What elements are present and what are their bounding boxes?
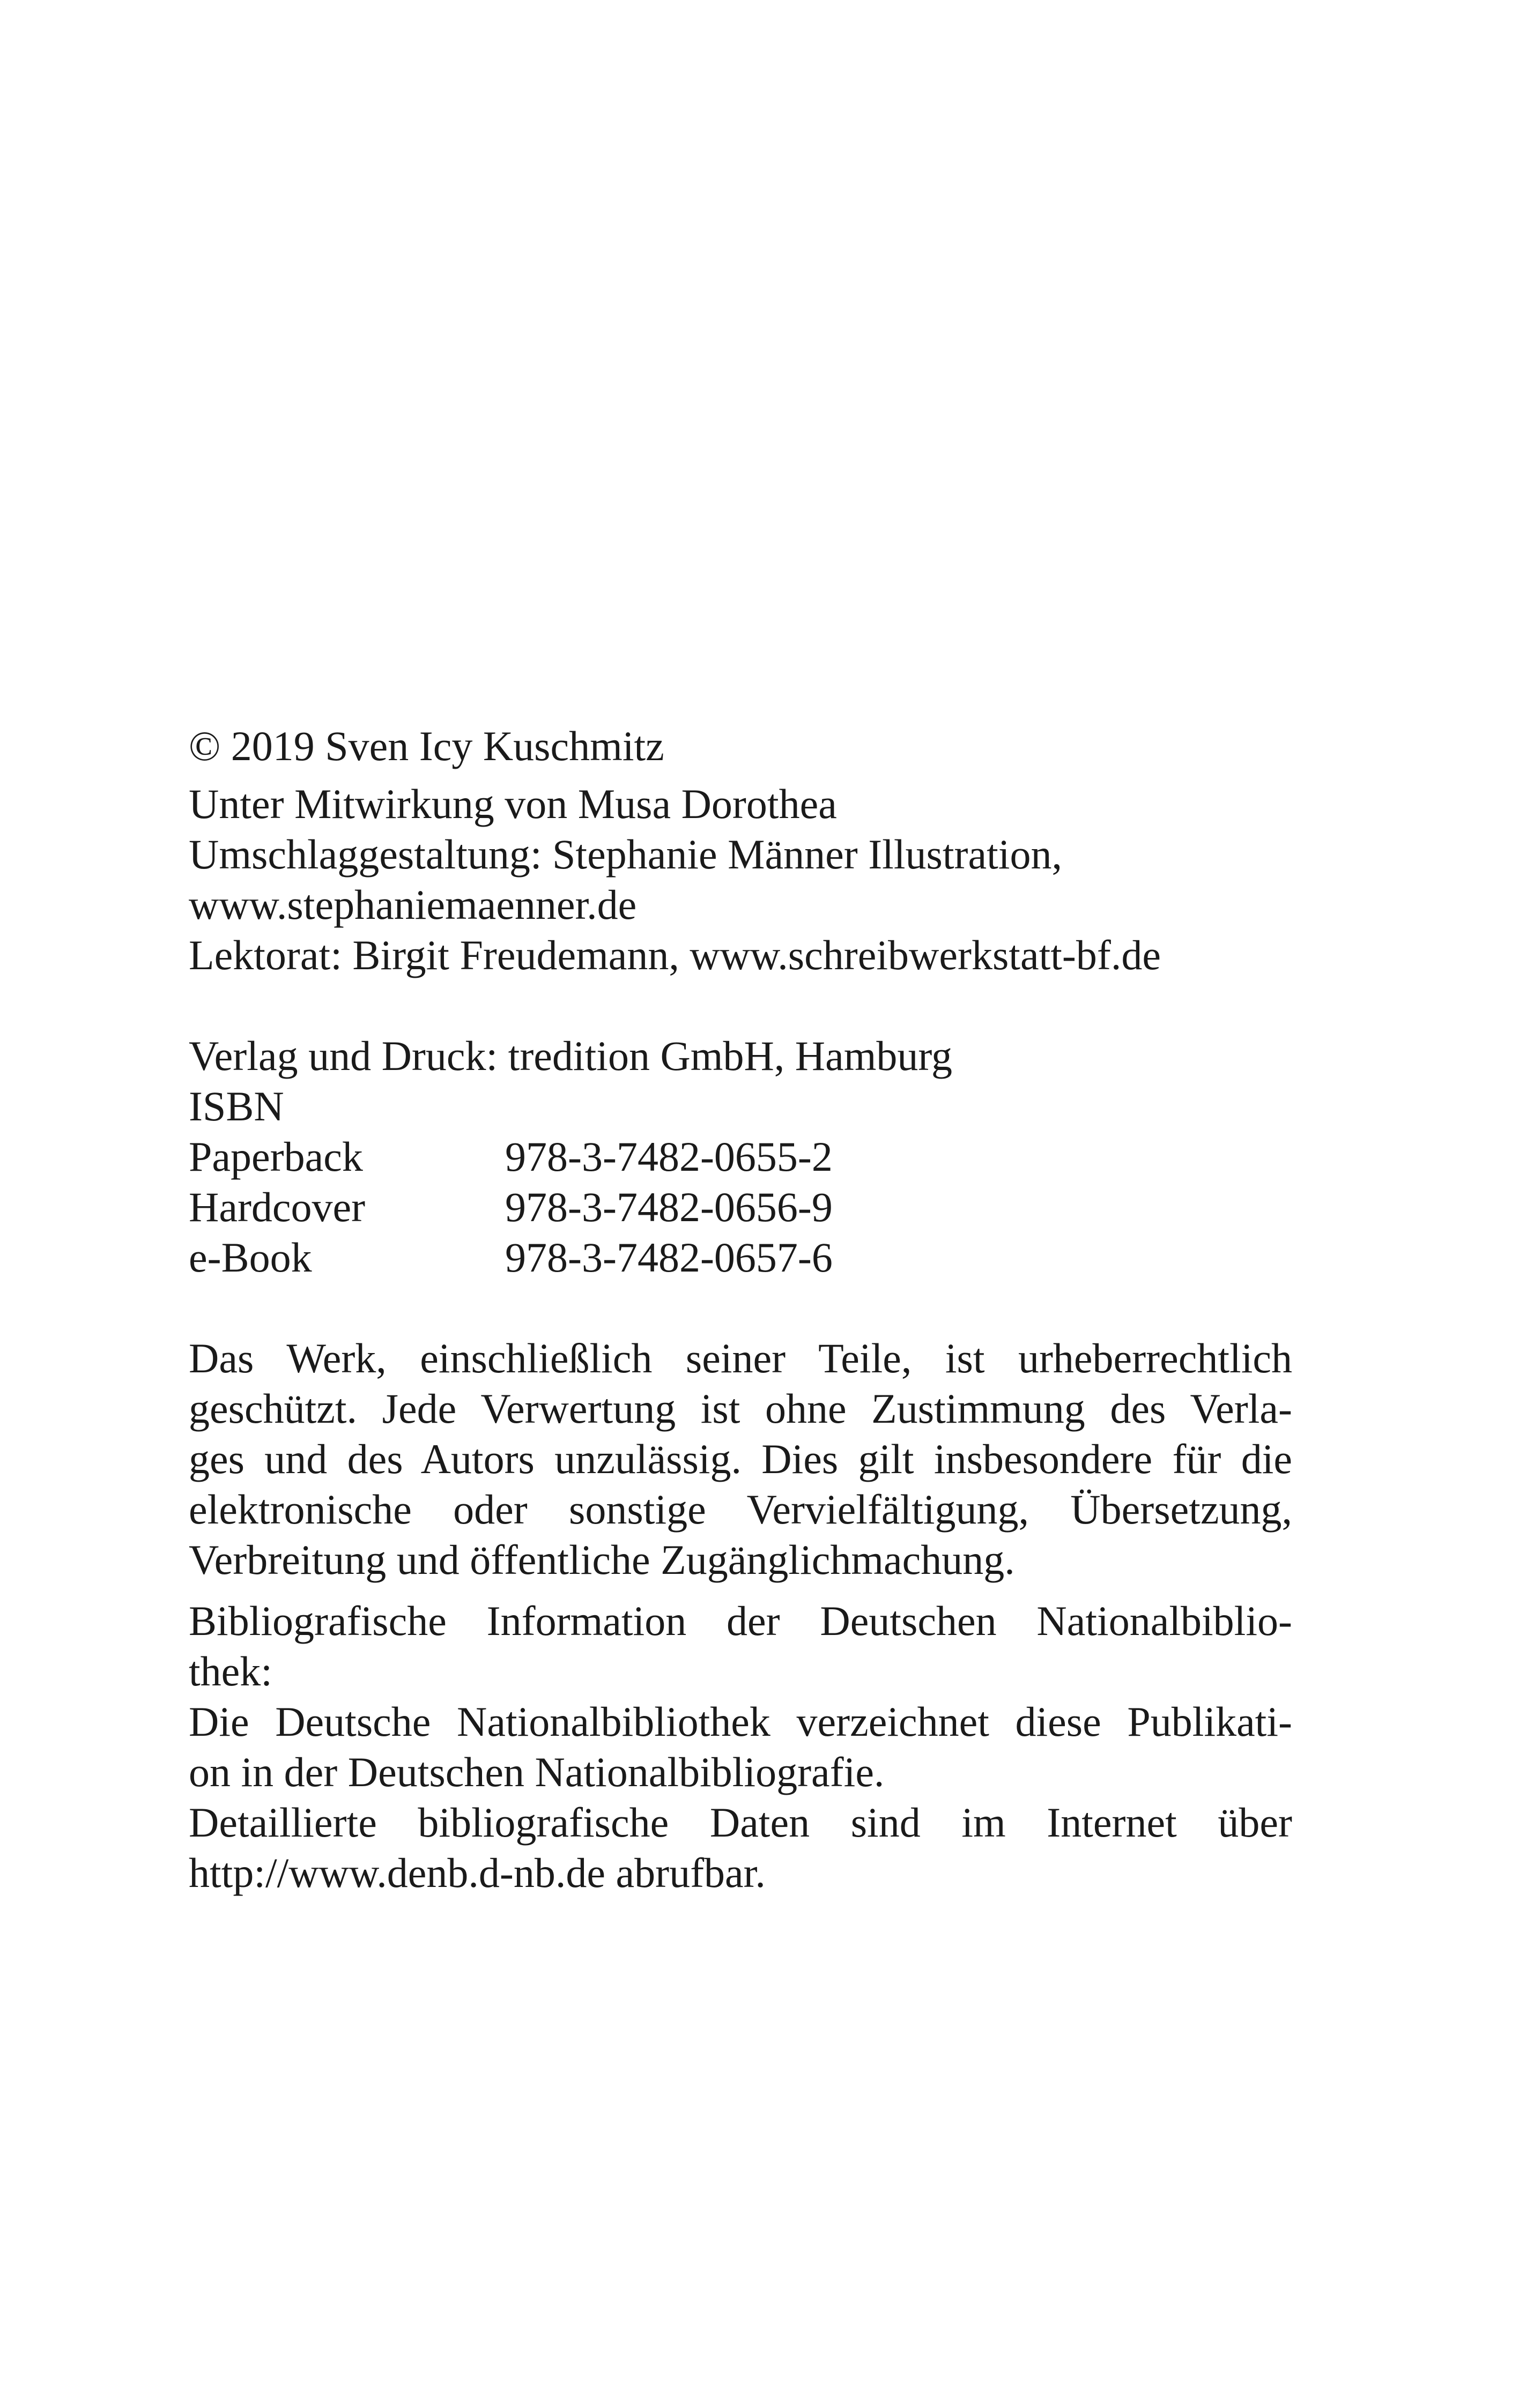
rights-paragraph xyxy=(189,1333,1292,1585)
isbn-format: e-Book xyxy=(189,1234,312,1281)
rights-line: geschützt. Jede Verwertung ist ohne Zustimmung des Verla- xyxy=(189,1385,1292,1432)
credits-block xyxy=(189,779,1292,980)
isbn-number: 978-3-7482-0657-6 xyxy=(505,1234,833,1281)
credits-line: www.stephaniemaenner.de xyxy=(189,881,637,928)
copyright-line: © 2019 Sven Icy Kuschmitz xyxy=(189,723,664,769)
credits-line: Lektorat: Birgit Freudemann, www.schreibwerkstatt-bf.de xyxy=(189,932,1161,978)
credits-line: Unter Mitwirkung von Musa Dorothea xyxy=(189,781,837,827)
rights-line: Das Werk, einschließlich seiner Teile, ist urheberrechtlich xyxy=(189,1335,1292,1381)
isbn-row xyxy=(189,1132,1292,1182)
bibliography-line: http://www.denb.d-nb.de abrufbar. xyxy=(189,1849,766,1896)
bibliography-line: on in der Deutschen Nationalbibliografie. xyxy=(189,1749,885,1795)
credits-line: Umschlaggestaltung: Stephanie Männer Illustration, xyxy=(189,831,1062,878)
isbn-number: 978-3-7482-0656-9 xyxy=(505,1184,833,1230)
isbn-row xyxy=(189,1232,1292,1283)
isbn-label: ISBN xyxy=(189,1083,284,1129)
copyright-block xyxy=(189,721,1292,771)
imprint-page xyxy=(189,721,1292,1898)
bibliography-line: thek: xyxy=(189,1648,272,1694)
isbn-row xyxy=(189,1182,1292,1232)
rights-line: Verbreitung und öffentliche Zugänglichmachung. xyxy=(189,1536,1015,1583)
bibliography-paragraph xyxy=(189,1596,1292,1898)
bibliography-line: Detaillierte bibliografische Daten sind im Internet über xyxy=(189,1799,1292,1846)
publisher-block xyxy=(189,1031,1292,1283)
bibliography-line: Die Deutsche Nationalbibliothek verzeichnet diese Publikati- xyxy=(189,1698,1292,1745)
isbn-number: 978-3-7482-0655-2 xyxy=(505,1133,833,1180)
rights-line: elektronische oder sonstige Vervielfältigung, Übersetzung, xyxy=(189,1486,1292,1533)
rights-line: ges und des Autors unzulässig. Dies gilt insbesondere für die xyxy=(189,1436,1292,1482)
isbn-format: Hardcover xyxy=(189,1184,366,1230)
bibliography-line: Bibliografische Information der Deutschen Nationalbiblio- xyxy=(189,1597,1292,1644)
isbn-format: Paperback xyxy=(189,1133,363,1180)
publisher-line: Verlag und Druck: tredition GmbH, Hamburg xyxy=(189,1032,952,1079)
